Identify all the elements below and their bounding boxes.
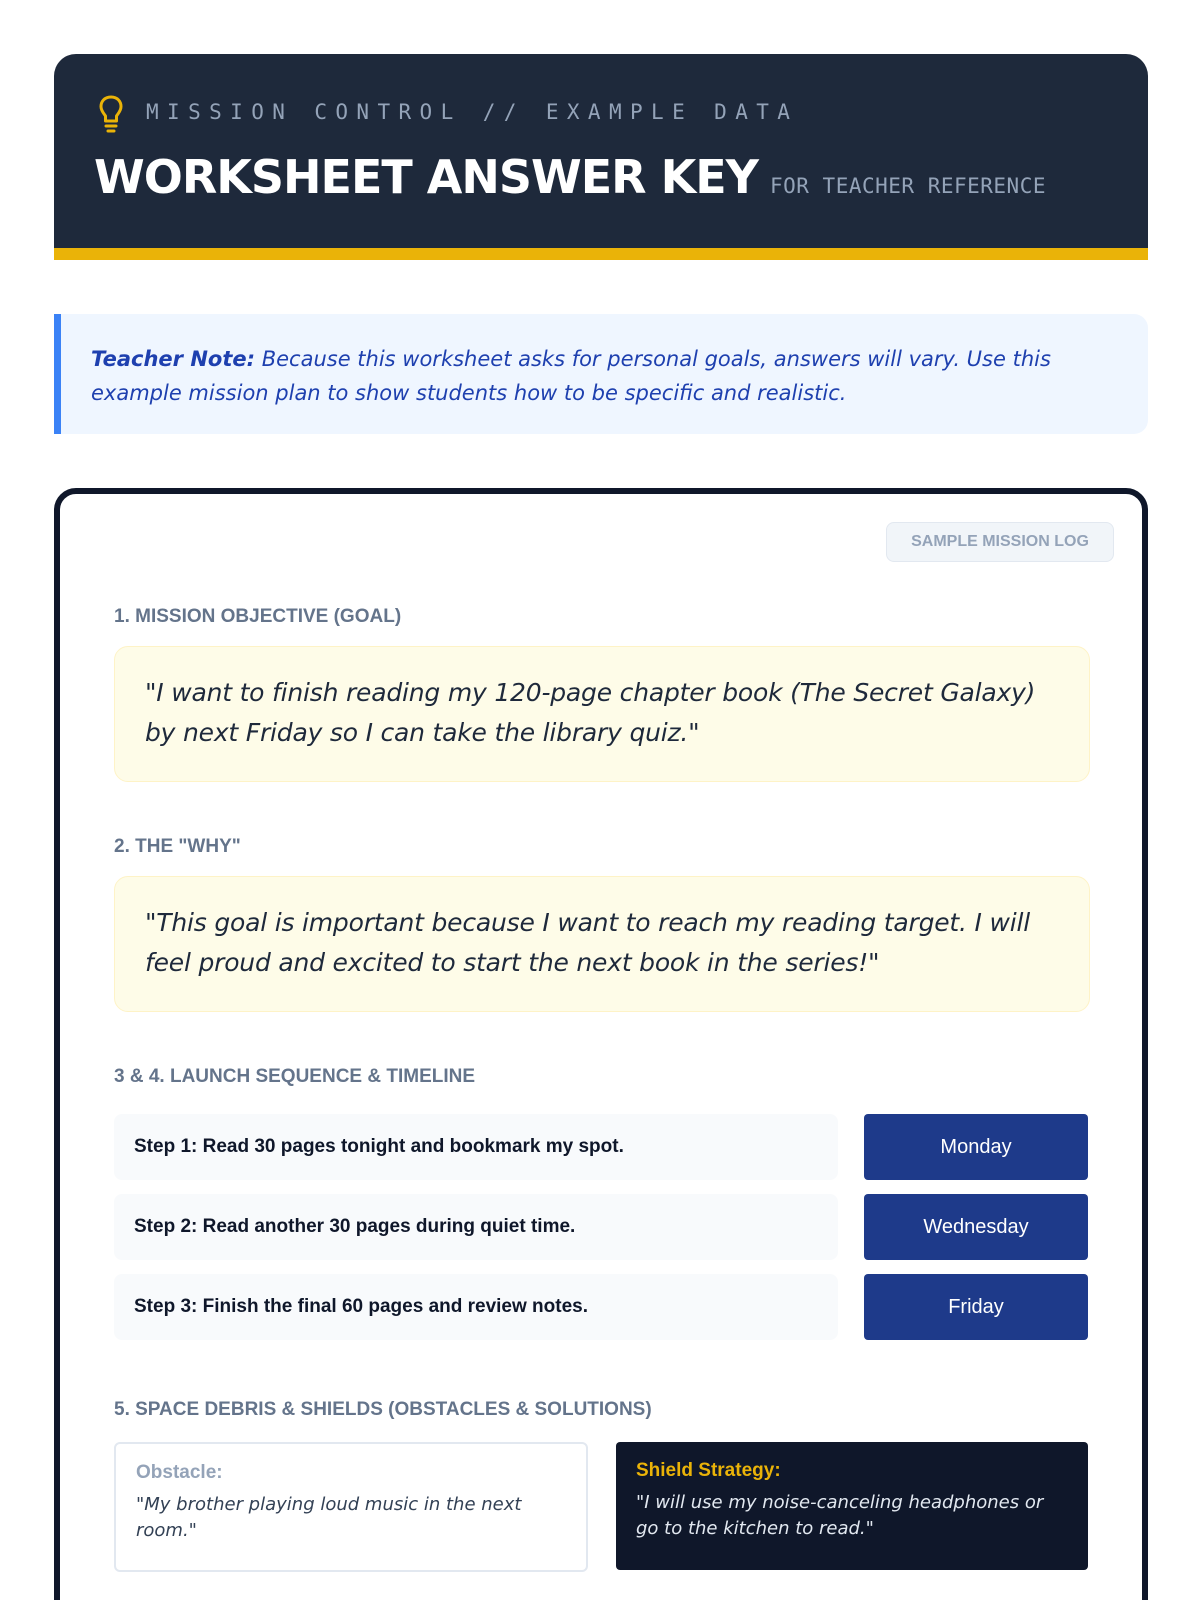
obstacle-text: "My brother playing loud music in the next room." (136, 1494, 522, 1541)
lightbulb-icon (98, 94, 124, 134)
page-subtitle: FOR TEACHER REFERENCE (769, 174, 1046, 198)
teacher-note (54, 314, 1148, 434)
why-answer: "This goal is important because I want to reach my reading target. I will feel proud and excited to start the next book in the series!" (114, 876, 1090, 1012)
teacher-note-text: Because this worksheet asks for personal goals, answers will vary. Use this example mission plan to show students how to be specific and realistic. (91, 347, 1051, 405)
section-label-goal: 1. MISSION OBJECTIVE (GOAL) (114, 606, 402, 627)
sample-mission-log-badge: SAMPLE MISSION LOG (886, 522, 1114, 562)
obstacle-box (114, 1442, 588, 1572)
section-label-obstacles: 5. SPACE DEBRIS & SHIELDS (OBSTACLES & SOLUTIONS) (114, 1399, 652, 1420)
header-banner (54, 54, 1148, 260)
timeline-day-1: Monday (864, 1114, 1088, 1180)
header-accent-bar (54, 248, 1148, 260)
teacher-note-label: Teacher Note: (91, 347, 256, 371)
header-eyebrow: MISSION CONTROL // EXAMPLE DATA (146, 100, 799, 124)
shield-strategy-box (616, 1442, 1088, 1570)
title-row (94, 150, 1046, 204)
page-title: WORKSHEET ANSWER KEY (94, 150, 758, 204)
section-label-timeline: 3 & 4. LAUNCH SEQUENCE & TIMELINE (114, 1066, 476, 1087)
shield-strategy-text: "I will use my noise-canceling headphones or go to the kitchen to read." (636, 1492, 1044, 1539)
section-label-why: 2. THE "WHY" (114, 836, 241, 857)
timeline-day-3: Friday (864, 1274, 1088, 1340)
timeline-step-2: Step 2: Read another 30 pages during quiet time. (114, 1194, 838, 1260)
timeline-step-3: Step 3: Finish the final 60 pages and review notes. (114, 1274, 838, 1340)
shield-strategy-label: Shield Strategy: (636, 1460, 781, 1481)
mission-log-card (54, 488, 1148, 1600)
goal-answer: "I want to finish reading my 120-page chapter book (The Secret Galaxy) by next Friday so I can take the library quiz." (114, 646, 1090, 782)
obstacle-label: Obstacle: (136, 1462, 223, 1483)
timeline-step-1: Step 1: Read 30 pages tonight and bookmark my spot. (114, 1114, 838, 1180)
timeline-day-2: Wednesday (864, 1194, 1088, 1260)
